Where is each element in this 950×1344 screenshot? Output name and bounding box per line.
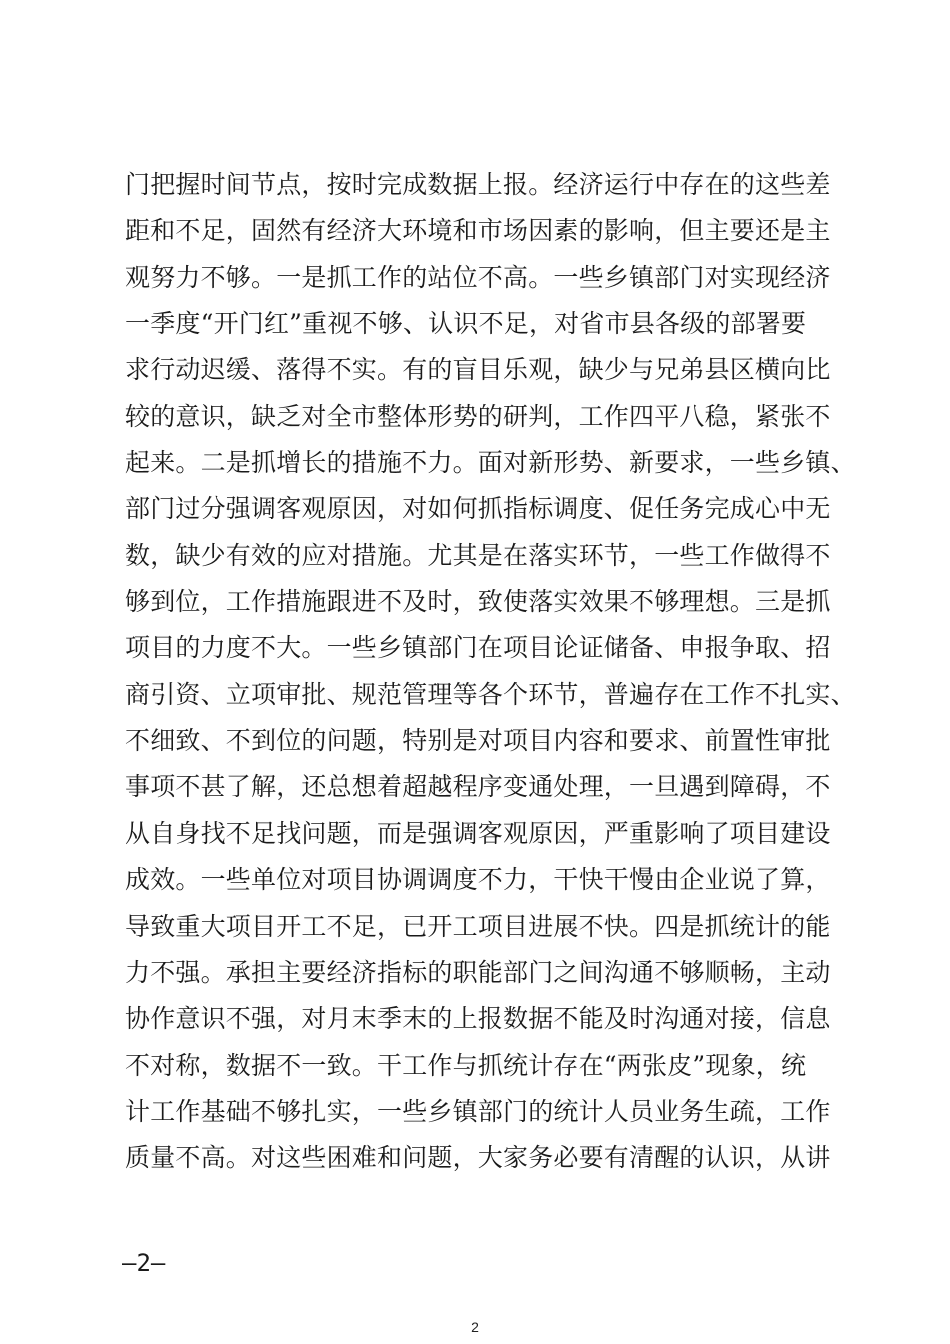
text-line: 从自身找不足找问题，而是强调客观原因，严重影响了项目建设 [125,818,831,848]
text-line: 不对称，数据不一致。干工作与抓统计存在“两张皮”现象，统 [125,1050,807,1080]
text-line: 起来。二是抓增长的措施不力。面对新形势、新要求，一些乡镇、 [125,448,856,478]
text-line: 项目的力度不大。一些乡镇部门在项目论证储备、申报争取、招 [125,633,831,663]
footer-page-number: 2 [471,1319,479,1335]
body-text [125,162,856,1182]
text-line: 成效。一些单位对项目协调调度不力，干快干慢由企业说了算， [125,865,831,895]
text-line: 力不强。承担主要经济指标的职能部门之间沟通不够顺畅，主动 [125,957,831,987]
text-line: 够到位，工作措施跟进不及时，致使落实效果不够理想。三是抓 [125,587,831,617]
text-line: 求行动迟缓、落得不实。有的盲目乐观，缺少与兄弟县区横向比 [125,355,831,385]
text-line: 数，缺少有效的应对措施。尤其是在落实环节，一些工作做得不 [125,540,831,570]
text-line: 质量不高。对这些困难和问题，大家务必要有清醒的认识，从讲 [125,1143,831,1173]
page-marker: –2– [122,1249,166,1277]
text-line: 门把握时间节点，按时完成数据上报。经济运行中存在的这些差 [125,170,831,199]
text-line: 商引资、立项审批、规范管理等各个环节，普遍存在工作不扎实、 [125,679,856,709]
text-line: 观努力不够。一是抓工作的站位不高。一些乡镇部门对实现经济 [125,262,831,292]
text-line: 事项不甚了解，还总想着超越程序变通处理，一旦遇到障碍，不 [125,772,831,802]
text-line: 较的意识，缺乏对全市整体形势的研判，工作四平八稳，紧张不 [125,401,831,431]
text-line: 部门过分强调客观原因，对如何抓指标调度、促任务完成心中无 [125,494,831,524]
text-line: 计工作基础不够扎实，一些乡镇部门的统计人员业务生疏，工作 [125,1096,831,1126]
text-line: 不细致、不到位的问题，特别是对项目内容和要求、前置性审批 [125,726,831,756]
text-line: 导致重大项目开工不足，已开工项目进展不快。四是抓统计的能 [125,911,831,941]
text-line: 距和不足，固然有经济大环境和市场因素的影响，但主要还是主 [125,216,831,246]
text-line: 协作意识不强，对月末季末的上报数据不能及时沟通对接，信息 [125,1004,831,1034]
text-line: 一季度“开门红”重视不够、认识不足，对省市县各级的部署要 [125,309,807,339]
